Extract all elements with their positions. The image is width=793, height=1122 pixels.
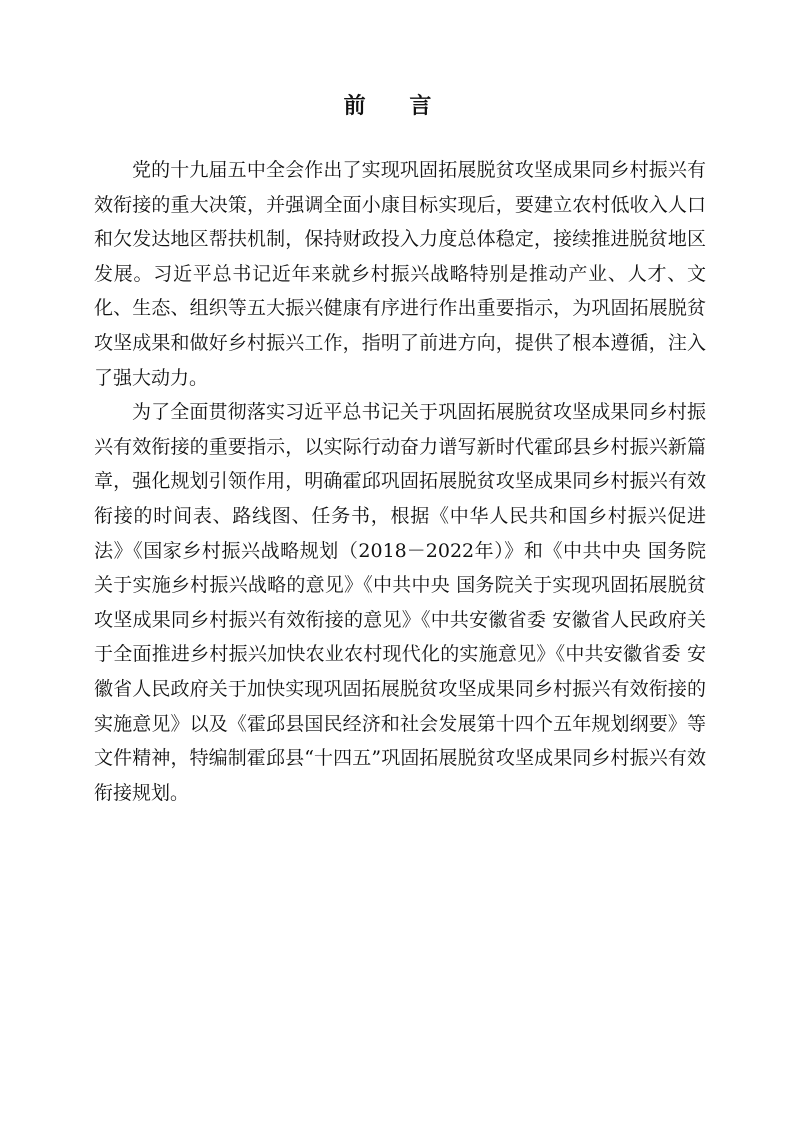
- document-body: [94, 153, 706, 810]
- page-title: 前 言: [343, 94, 450, 119]
- paragraph-1: 党的十九届五中全会作出了实现巩固拓展脱贫攻坚成果同乡村振兴有效衔接的重大决策，并强调全面小康目标实现后，要建立农村低收入人口和欠发达地区帮扶机制，保持财政投入力度总体稳定，接续推进脱贫地区发展。习近平总书记近年来就乡村振兴战略特别是推动产业、人才、文化、生态、组织等五大振兴健康有序进行作出重要指示，为巩固拓展脱贫攻坚成果和做好乡村振兴工作，指明了前进方向，提供了根本遵循，注入了强大动力。: [94, 159, 706, 389]
- paragraph-2: 为了全面贯彻落实习近平总书记关于巩固拓展脱贫攻坚成果同乡村振兴有效衔接的重要指示，以实际行动奋力谱写新时代霍邱县乡村振兴新篇章，强化规划引领作用，明确霍邱巩固拓展脱贫攻坚成果同乡村振兴有效衔接的时间表、路线图、任务书，根据《中华人民共和国乡村振兴促进法》《国家乡村振兴战略规划（2018－2022年）》和《中共中央 国务院关于实施乡村振兴战略的意见》《中共中央 国务院关于实现巩固拓展脱贫攻坚成果同乡村振兴有效衔接的意见》《中共安徽省委 安徽省人民政府关于全面推进乡村振兴加快农业农村现代化的实施意见》《中共安徽省委 安徽省人民政府关于加快实现巩固拓展脱贫攻坚成果同乡村振兴有效衔接的实施意见》以及《霍邱县国民经济和社会发展第十四个五年规划纲要》等文件精神，特编制霍邱县“十四五”巩固拓展脱贫攻坚成果同乡村振兴有效衔接规划。: [94, 401, 706, 804]
